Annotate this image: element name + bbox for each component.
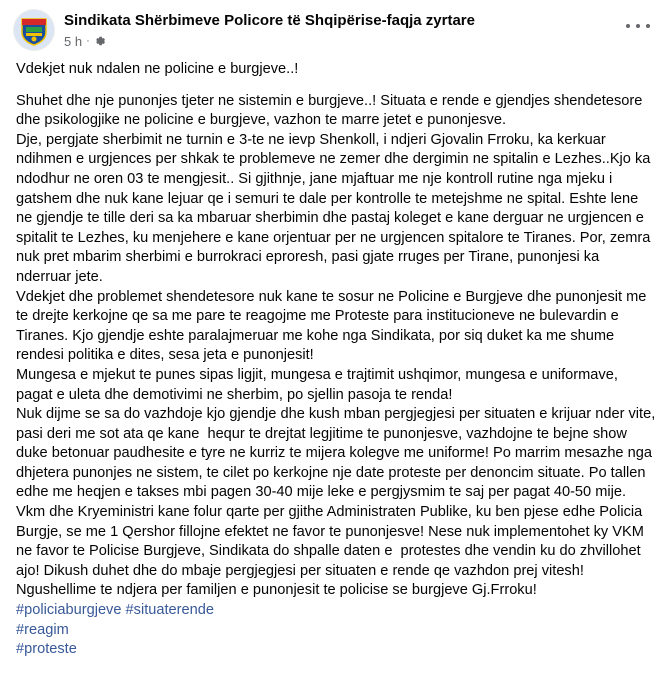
hashtag-line	[16, 601, 656, 621]
post-meta	[64, 33, 106, 49]
meta-separator: ·	[86, 35, 90, 47]
gear-icon	[94, 35, 106, 47]
post-paragraph: Dje, pergjate sherbimit ne turnin e 3-te ne ievp Shenkoll, i ndjeri Gjovalin Frroku, ka kerkuar ndihmen e urgjences per shkak te problemeve ne zemer dhe dergimin ne spitalin e Lezhes..Kjo ka ndodhur ne oren 03 te mengjesit.. Si gjithnje, jane mjaftuar me nje kontroll rutine nga mjeku i gatshem dhe nuk kane lejuar qe i semuri te dale per kontrolle te metejshme ne spital. Eshte lene ne gjendje te tille deri sa ka mbaruar sherbimin dhe pastaj koleget e kane derguar ne urgjencen e spitalit te Lezhes, ku menjehere e kane orjentuar per ne urgjencen spitalore te Tiranes. Por, zemra nuk pret mbarim sherbimi e burrokraci eproresh, pasi gjate rruges per Tirane, punonjesi ka nderruar jete.	[16, 131, 655, 285]
post-paragraph: Ngushellime te ndjera per familjen e punonjesit te policise se burgjeve Gj.Frroku!	[16, 582, 537, 599]
post-timestamp[interactable]: 5 h	[64, 33, 83, 49]
post-header	[14, 10, 654, 54]
page-logo-icon	[14, 10, 54, 50]
post-paragraph: Nuk dijme se sa do vazhdoje kjo gjendje dhe kush mban pergjegjesi per situaten e krijuar nder vite, pasi deri me sot ata qe kane hequr te drejtat legjitime te punonjesve, vazhdojne te bejne show duke betonuar paudhesite e tyre ne kurriz te mijera kolegve me uniforme! Po marrim mesazhe nga dhjetera punonjes ne sistem, te cilet po kerkojne nje date proteste per denoncim situate. Po tallen edhe me heqjen e takses mbi pagen 30-40 mije leke e pergjysmim te saj per pagat 40-50 mije. Vkm dhe Kryeministri kane folur qarte per gjithe Administraten Publike, ku ben pjese edhe Policia Burgje, se me 1 Qershor fillojne efektet ne favor te punonjesve! Nese nuk implementohet ky VKM ne favor te Policise Burgjeve, Sindikata do shpalle daten e protestes dhe vendin ku do zhvillohet ajo! Dikush duhet dhe do mbaje pergjegjesi per situaten e rende qe vazhdon prej vitesh!	[16, 406, 660, 579]
hashtag-link[interactable]: #proteste	[16, 641, 77, 658]
post-paragraph: Vdekjet dhe problemet shendetesore nuk kane te sosur ne Policine e Burgjeve dhe punonjesit me te drejte kerkojne qe sa me pare te reagojme me Proteste para institucioneve ne bulevardin e Tiranes. Kjo gjendje eshte paralajmeruar me kohe nga Sindikata, por siq duket ka me shume rendesi politika e dites, sesa jeta e punonjesit!	[16, 288, 651, 364]
page-avatar[interactable]	[14, 10, 54, 50]
hashtag-link[interactable]: #policiaburgjeve	[16, 602, 122, 619]
post-paragraph: Mungesa e mjekut te punes sipas ligjit, mungesa e trajtimit ushqimor, mungesa e uniformave, pagat e uleta dhe demotivimi ne sherbim, po sjellin pasoja te renda!	[16, 366, 622, 403]
post-paragraph: Shuhet dhe nje punonjes tjeter ne sistemin e burgjeve..! Situata e rende e gjendjes shendetesore dhe psikologjike ne policine e burgjeve, vazhon te marre jetet e punonjesve.	[16, 92, 647, 129]
hashtag-line	[16, 640, 656, 660]
post-headline: Vdekjet nuk ndalen ne policine e burgjeve..!	[16, 61, 299, 77]
hashtag-link[interactable]: #reagim	[16, 621, 69, 638]
more-options-icon[interactable]	[626, 18, 650, 34]
hashtag-line	[16, 621, 656, 641]
hashtag-link[interactable]: #situaterende	[125, 602, 214, 619]
post-body	[16, 60, 660, 660]
page-name-link[interactable]: Sindikata Shërbimeve Policore të Shqipërise-faqja zyrtare	[64, 12, 475, 29]
